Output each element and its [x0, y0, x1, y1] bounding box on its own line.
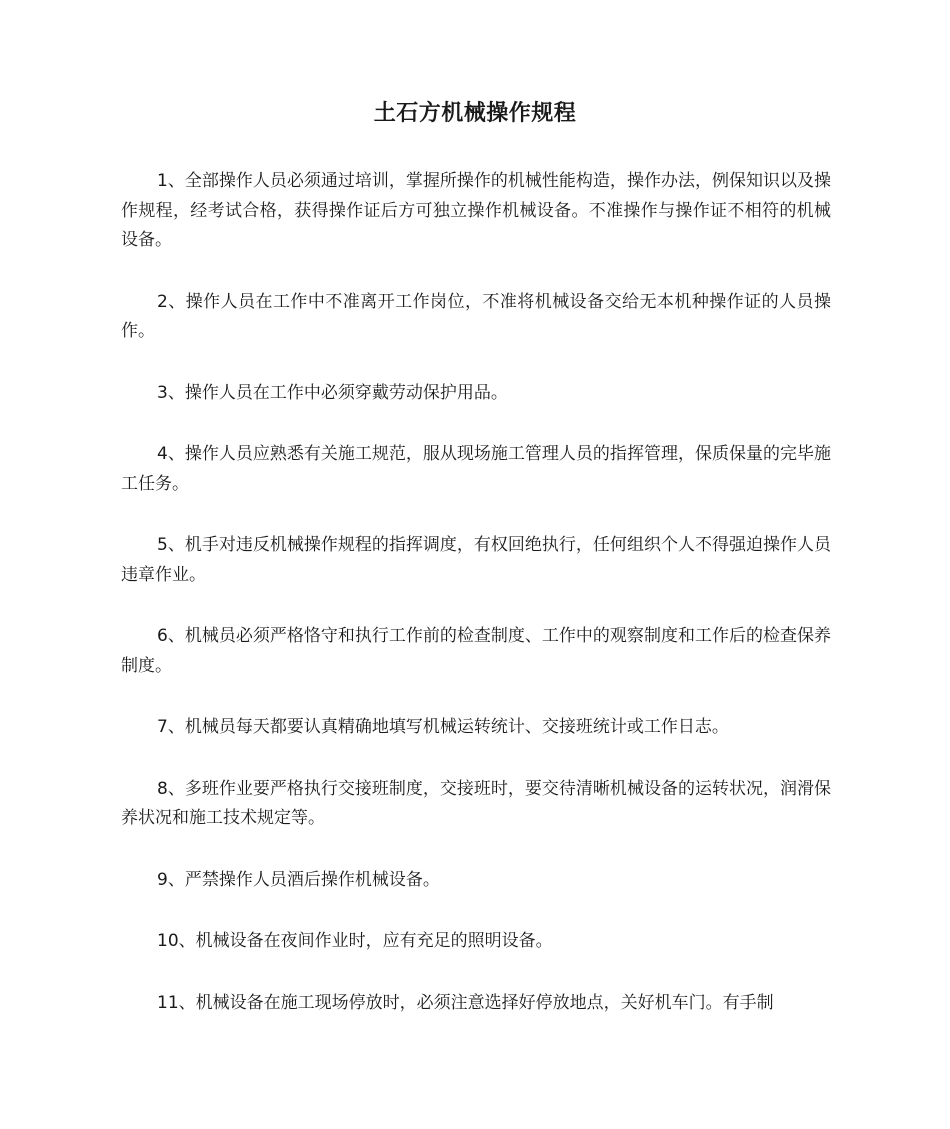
paragraph-7: 7、机械员每天都要认真精确地填写机械运转统计、交接班统计或工作日志。: [157, 717, 729, 737]
paragraph-2: 2、操作人员在工作中不准离开工作岗位，不准将机械设备交给无本机种操作证的人员操作。: [121, 291, 831, 341]
paragraph-1: 1、全部操作人员必须通过培训，掌握所操作的机械性能构造，操作办法，例保知识以及操作规程，经考试合格，获得操作证后方可独立操作机械设备。不准操作与操作证不相符的机械设备。: [121, 171, 831, 250]
document-body: [121, 167, 831, 1050]
paragraph-10: 10、机械设备在夜间作业时，应有充足的照明设备。: [157, 931, 553, 951]
paragraph-9: 9、严禁操作人员酒后操作机械设备。: [157, 869, 440, 890]
document-title: 土石方机械操作规程: [373, 101, 577, 126]
paragraph-3: 3、操作人员在工作中必须穿戴劳动保护用品。: [157, 382, 508, 403]
paragraph-8: 8、多班作业要严格执行交接班制度，交接班时，要交待清晰机械设备的运转状况，润滑保养状况和施工技术规定等。: [121, 778, 831, 828]
paragraph-5: 5、机手对违反机械操作规程的指挥调度，有权回绝执行，任何组织个人不得强迫操作人员违章作业。: [121, 535, 831, 585]
paragraph-4: 4、操作人员应熟悉有关施工规范，服从现场施工管理人员的指挥管理，保质保量的完毕施工任务。: [121, 444, 831, 494]
paragraph-6: 6、机械员必须严格恪守和执行工作前的检查制度、工作中的观察制度和工作后的检查保养制度。: [121, 626, 831, 676]
paragraph-11: 11、机械设备在施工现场停放时，必须注意选择好停放地点，关好机车门。有手制: [157, 992, 774, 1013]
